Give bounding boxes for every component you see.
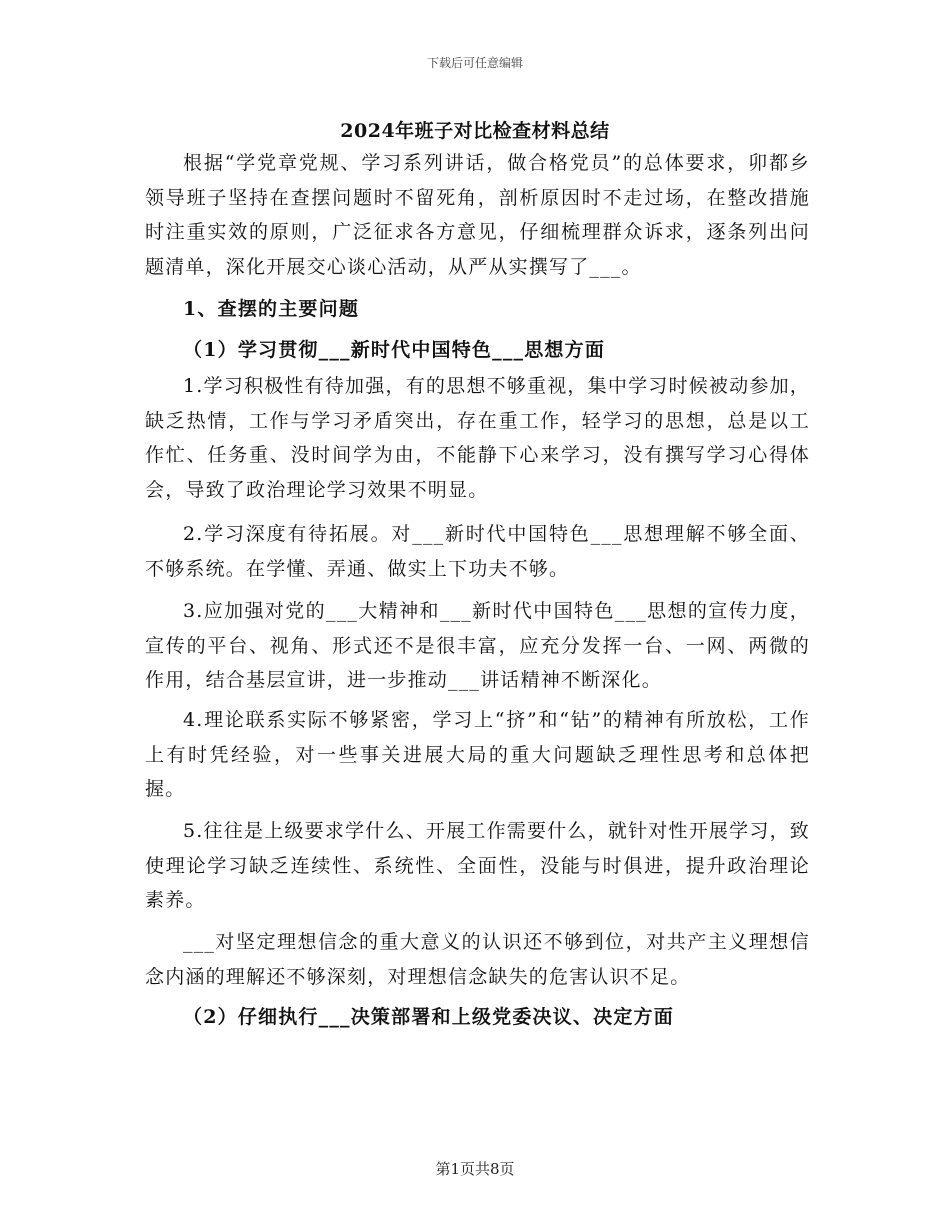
header-note: 下载后可任意编辑 [426, 56, 523, 70]
list-item-5: 5.往往是上级要求学什么、开展工作需要什么，就针对性开展学习，致使理论学习缺乏连续性、系统性、全面性，没能与时俱进，提升政治理论素养。 [145, 820, 810, 911]
page-number: 第1页共8页 [435, 1160, 515, 1178]
intro-paragraph: 根据“学党章党规、学习系列讲话，做合格党员”的总体要求，卯都乡领导班子坚持在查摆问题时不留死角，剖析原因时不走过场，在整改措施时注重实效的原则，广泛征求各方意见，仔细梳理群众诉求，逐条列出问题清单，深化开展交心谈心活动，从严从实撰写了___。 [145, 152, 810, 278]
subsection-heading-1: （1）学习贯彻___新时代中国特色___思想方面 [183, 339, 606, 361]
list-item-4: 4.理论联系实际不够紧密，学习上“挤”和“钻”的精神有所放松，工作上有时凭经验，对一些事关进展大局的重大问题缺乏理性思考和总体把握。 [145, 709, 810, 800]
list-item-3: 3.应加强对党的___大精神和___新时代中国特色___思想的宣传力度，宣传的平台、视角、形式还不是很丰富，应充分发挥一台、一网、两微的作用，结合基层宣讲，进一步推动___讲话精神不断深化。 [145, 600, 810, 691]
list-item-2: 2.学习深度有待拓展。对___新时代中国特色___思想理解不够全面、不够系统。在学懂、弄通、做实上下功夫不够。 [145, 523, 810, 580]
subsection-heading-2: （2）仔细执行___决策部署和上级党委决议、决定方面 [183, 1006, 674, 1028]
section-heading-1: 1、查摆的主要问题 [183, 298, 360, 320]
document-title: 2024年班子对比检查材料总结 [340, 120, 610, 142]
list-item-1: 1.学习积极性有待加强，有的思想不够重视，集中学习时候被动参加，缺乏热情，工作与学习矛盾突出，存在重工作，轻学习的思想，总是以工作忙、任务重、没时间学为由，不能静下心来学习，没有撰写学习心得体会，导致了政治理论学习效果不明显。 [145, 375, 810, 501]
list-item-6: ___对坚定理想信念的重大意义的认识还不够到位，对共产主义理想信念内涵的理解还不够深刻，对理想信念缺失的危害认识不足。 [145, 931, 810, 988]
